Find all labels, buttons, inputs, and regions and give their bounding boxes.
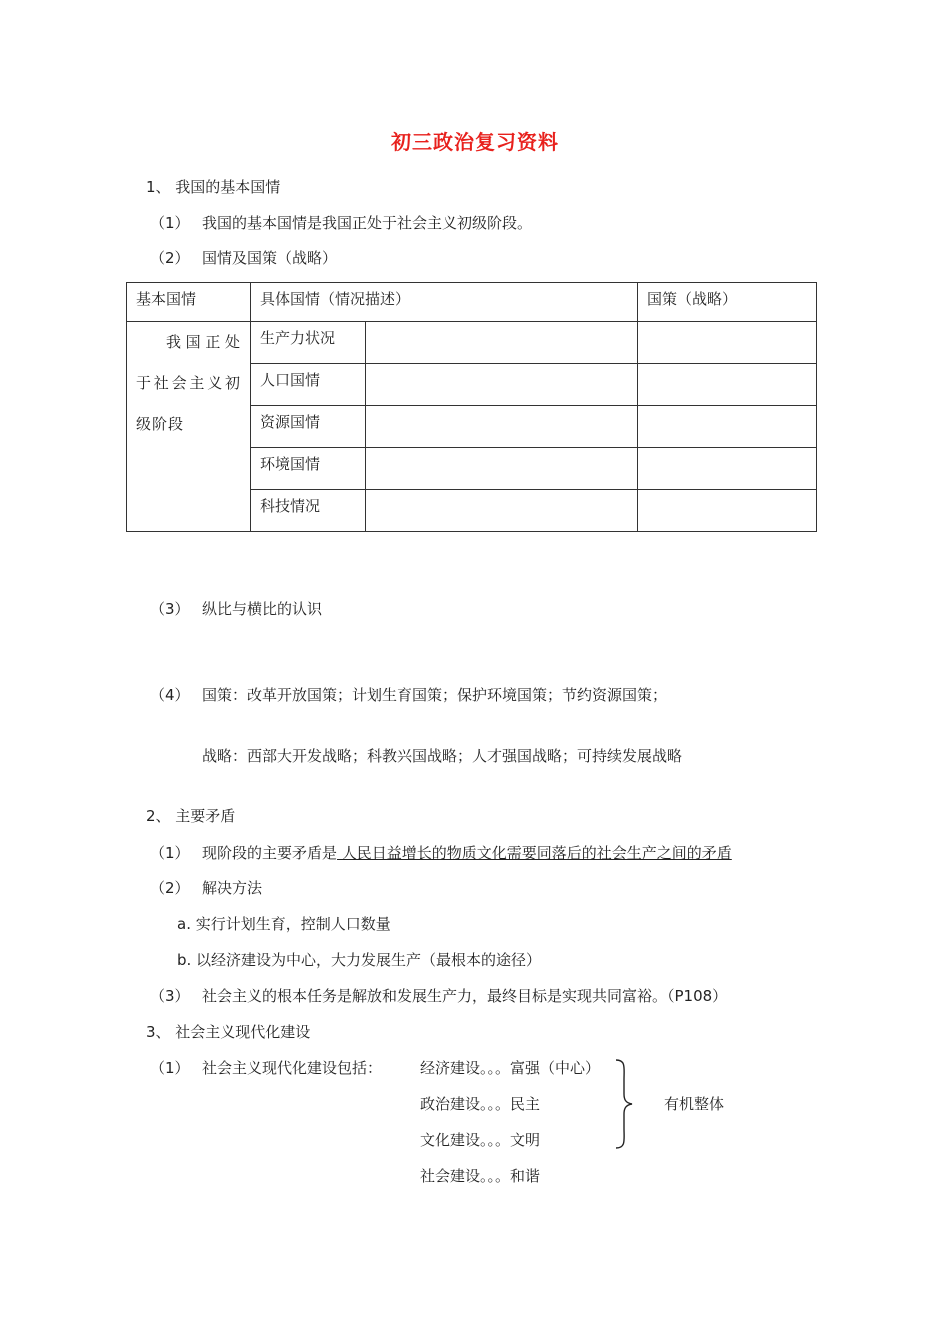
table-row-label: 人口国情 <box>251 364 366 406</box>
construction-item: 经济建设。。。富强（中心） <box>420 1059 601 1077</box>
table-cell-empty <box>366 322 638 364</box>
s1-item-4 <box>150 685 667 705</box>
s1-item-3-text: 纵比与横比的认识 <box>202 600 323 618</box>
construction-item: 政治建设。。。民主 <box>420 1095 541 1113</box>
s1-item-1-num: （1） <box>150 214 190 232</box>
s1-item-4-text: 国策：改革开放国策；计划生育国策；保护环境国策；节约资源国策； <box>202 686 668 704</box>
s2-item-1 <box>150 843 732 863</box>
construction-item: 文化建设。。。文明 <box>420 1131 541 1149</box>
s1-item-2-text: 国情及国策（战略） <box>202 249 338 267</box>
table-row-label: 资源国情 <box>251 406 366 448</box>
s1-item-2-num: （2） <box>150 249 190 267</box>
s3-item-1 <box>150 1058 382 1078</box>
table-cell-empty <box>366 448 638 490</box>
s2-item-3-num: （3） <box>150 987 190 1005</box>
s2-item-3-text: 社会主义的根本任务是解放和发展生产力，最终目标是实现共同富裕。（P108） <box>202 987 728 1005</box>
table-cell-empty <box>366 406 638 448</box>
s1-item-4-num: （4） <box>150 686 190 704</box>
table-cell-empty <box>638 406 817 448</box>
s2-item-2-text: 解决方法 <box>202 879 263 897</box>
table-cell-empty <box>638 364 817 406</box>
table-row <box>127 322 817 364</box>
construction-item: 社会建设。。。和谐 <box>420 1167 541 1185</box>
s2-item-1-answer: 人民日益增长的物质文化需要同落后的社会生产之间的矛盾 <box>337 844 732 862</box>
s2-item-1-text: 现阶段的主要矛盾是 <box>202 844 338 862</box>
table-first-col-text: 我国正处于社会主义初级阶段 <box>136 333 241 433</box>
section-1-heading: 1、 我国的基本国情 <box>146 178 281 196</box>
table-cell-empty <box>638 322 817 364</box>
s1-strategy-line: 战略：西部大开发战略；科教兴国战略；人才强国战略；可持续发展战略 <box>202 747 683 765</box>
s1-item-1 <box>150 213 532 233</box>
s1-item-3 <box>150 599 322 619</box>
table-header-cell: 基本国情 <box>127 283 251 322</box>
document-title: 初三政治复习资料 <box>391 130 559 154</box>
s1-item-1-text: 我国的基本国情是我国正处于社会主义初级阶段。 <box>202 214 533 232</box>
table-cell-empty <box>638 448 817 490</box>
s2-item-2-num: （2） <box>150 879 190 897</box>
right-brace-icon <box>612 1058 636 1150</box>
national-conditions-table <box>126 282 817 532</box>
table-cell-empty <box>638 490 817 532</box>
table-header-row <box>127 283 817 322</box>
section-3-heading: 3、 社会主义现代化建设 <box>146 1023 311 1041</box>
s2-item-3 <box>150 986 727 1006</box>
brace-label: 有机整体 <box>664 1095 725 1113</box>
s3-item-1-num: （1） <box>150 1059 190 1077</box>
s3-item-1-text: 社会主义现代化建设包括： <box>202 1059 383 1077</box>
section-2-heading: 2、 主要矛盾 <box>146 807 236 825</box>
table-cell-empty <box>366 490 638 532</box>
table-row-label: 科技情况 <box>251 490 366 532</box>
table-header-cell: 具体国情（情况描述） <box>251 283 638 322</box>
s2-sub-a: a. 实行计划生育，控制人口数量 <box>177 915 391 933</box>
table-row-label: 生产力状况 <box>251 322 366 364</box>
s2-item-1-num: （1） <box>150 844 190 862</box>
table-cell-empty <box>366 364 638 406</box>
s2-sub-b: b. 以经济建设为中心，大力发展生产（最根本的途径） <box>177 951 542 969</box>
s2-item-2 <box>150 878 262 898</box>
table-row-label: 环境国情 <box>251 448 366 490</box>
table-header-cell: 国策（战略） <box>638 283 817 322</box>
table-first-col-cell <box>127 322 251 532</box>
s1-item-3-num: （3） <box>150 600 190 618</box>
s1-item-2 <box>150 248 337 268</box>
